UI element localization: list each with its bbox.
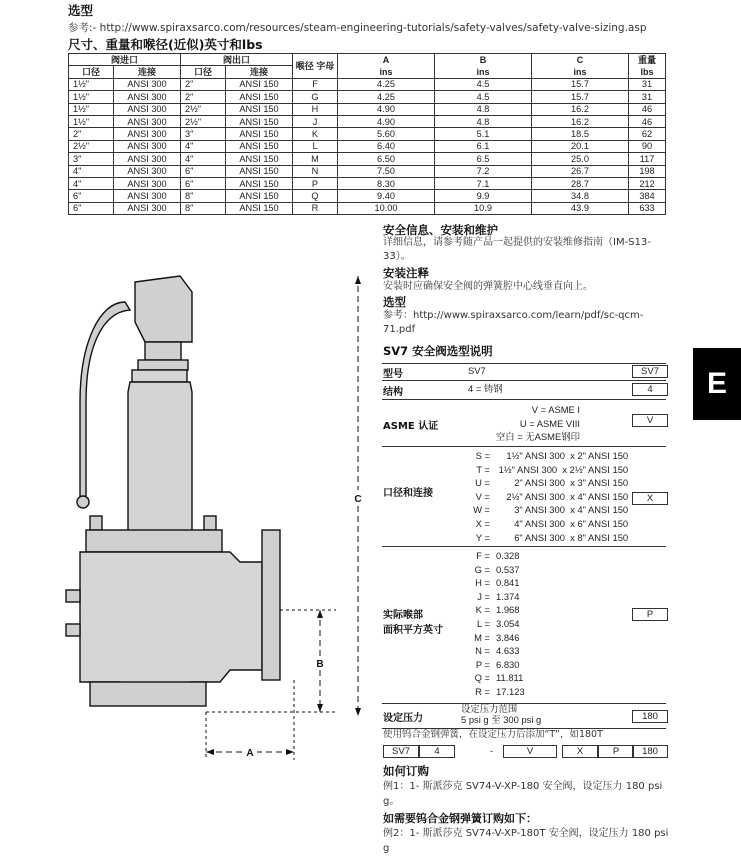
- size-outlet-standard: ANSI 150: [588, 517, 629, 529]
- col-weight-unit: lbs: [629, 66, 666, 78]
- table-cell: 15.7: [532, 78, 629, 90]
- table-cell: 4.8: [435, 103, 532, 115]
- selection-text[interactable]: 参考：http://www.spiraxsarco.com/learn/pdf/sc-qcm-71.pdf: [383, 310, 644, 335]
- table-row: [69, 91, 666, 103]
- table-cell: 6.1: [435, 140, 532, 152]
- table-cell: 20.1: [532, 140, 629, 152]
- size-option: 1½" ANSI 300 x 2½": [498, 463, 586, 475]
- size-option: 2" ANSI 300 x 3": [514, 477, 586, 489]
- example-code-construction: 4: [419, 745, 455, 758]
- asme-option: U = ASME VIII: [519, 417, 580, 429]
- table-cell: R: [293, 202, 338, 214]
- table-cell: 5.60: [338, 128, 435, 140]
- area-letter: G =: [474, 563, 490, 575]
- table-cell: ANSI 300: [114, 190, 181, 202]
- table-cell: 1½": [69, 78, 114, 90]
- table-cell: L: [293, 140, 338, 152]
- ordering-title: 如何订购: [383, 764, 429, 778]
- table-cell: 43.9: [532, 202, 629, 214]
- table-cell: 4": [69, 165, 114, 177]
- area-letter: J =: [477, 590, 490, 602]
- table-cell: 4": [69, 177, 114, 189]
- table-cell: 3": [181, 128, 226, 140]
- example-code-type: SV7: [383, 745, 419, 758]
- table-cell: 26.7: [532, 165, 629, 177]
- area-value: 17.123: [496, 685, 525, 697]
- area-letter: Q =: [474, 672, 490, 684]
- col-b: B: [435, 54, 532, 66]
- table-cell: ANSI 300: [114, 202, 181, 214]
- table-cell: 31: [629, 78, 666, 90]
- table-cell: 18.5: [532, 128, 629, 140]
- table-cell: ANSI 300: [114, 140, 181, 152]
- construction-code-box: 4: [632, 383, 668, 396]
- table-cell: 5.1: [435, 128, 532, 140]
- table-cell: 46: [629, 103, 666, 115]
- pressure-range-1: 设定压力范围: [461, 703, 518, 714]
- table-cell: K: [293, 128, 338, 140]
- safety-text: 详细信息，请参考随产品一起提供的安装维修指南（IM-S13-33）。: [383, 237, 651, 262]
- table-cell: 34.8: [532, 190, 629, 202]
- reference-link[interactable]: 参考:- http://www.spiraxsarco.com/resources/steam-engineering-tutorials/safety-valves/safety-valve-sizing.asp: [68, 22, 647, 34]
- size-code-box: X: [632, 492, 668, 505]
- size-outlet-std: [588, 449, 628, 544]
- table-cell: ANSI 150: [226, 91, 293, 103]
- area-value: 6.830: [496, 658, 520, 670]
- asme-label: ASME 认证: [383, 421, 439, 432]
- col-a-unit: ins: [338, 66, 435, 78]
- table-cell: 4.25: [338, 91, 435, 103]
- table-cell: 16.2: [532, 115, 629, 127]
- area-letter: L =: [477, 617, 490, 629]
- ordering-example-1: 例1：1- 斯派莎克 SV74-V-XP-180 安全阀，设定压力 180 psi g。: [383, 781, 663, 807]
- table-cell: 6.50: [338, 153, 435, 165]
- size-options: [492, 449, 586, 544]
- type-value: SV7: [468, 365, 486, 376]
- area-value: 4.633: [496, 645, 520, 657]
- selection-title: 选型: [383, 295, 406, 309]
- area-value: 1.374: [496, 590, 520, 602]
- col-outlet-size: 口径: [181, 66, 226, 78]
- table-cell: 212: [629, 177, 666, 189]
- size-letter: X =: [475, 517, 490, 529]
- table-cell: 46: [629, 115, 666, 127]
- table-cell: 4.25: [338, 78, 435, 90]
- area-value: 1.968: [496, 604, 520, 616]
- table-cell: ANSI 300: [114, 103, 181, 115]
- table-cell: 6": [69, 202, 114, 214]
- size-outlet-standard: ANSI 150: [588, 477, 629, 489]
- table-cell: ANSI 300: [114, 91, 181, 103]
- dimensions-table: [68, 53, 666, 215]
- size-outlet-standard: ANSI 150: [588, 490, 629, 502]
- table-cell: ANSI 150: [226, 103, 293, 115]
- col-c: C: [532, 54, 629, 66]
- col-c-unit: ins: [532, 66, 629, 78]
- table-cell: 8": [181, 190, 226, 202]
- dim-label-b: B: [316, 659, 324, 670]
- group-inlet: 阀进口: [69, 54, 181, 66]
- table-cell: ANSI 300: [114, 165, 181, 177]
- area-value: 11.811: [496, 672, 524, 684]
- table-cell: ANSI 150: [226, 78, 293, 90]
- area-letter: P =: [475, 658, 490, 670]
- table-cell: ANSI 300: [114, 153, 181, 165]
- table-cell: 4.8: [435, 115, 532, 127]
- table-cell: 1½": [69, 103, 114, 115]
- table-cell: 6.40: [338, 140, 435, 152]
- table-cell: 198: [629, 165, 666, 177]
- table-cell: 10.00: [338, 202, 435, 214]
- col-a: A: [338, 54, 435, 66]
- table-cell: M: [293, 153, 338, 165]
- example-code-size: X: [562, 745, 598, 758]
- area-value: 0.841: [496, 577, 520, 589]
- size-outlet-standard: ANSI 150: [588, 450, 629, 461]
- table-cell: 9.40: [338, 190, 435, 202]
- table-cell: 6": [181, 165, 226, 177]
- table-row: [69, 202, 666, 214]
- dim-label-c: C: [354, 494, 362, 505]
- table-title: 尺寸、重量和喉径(近似)英寸和lbs: [68, 37, 263, 52]
- ordering-title-2: 如需要钨合金钢弹簧订购如下：: [383, 812, 537, 825]
- area-value: 0.328: [496, 550, 520, 561]
- table-cell: 31: [629, 91, 666, 103]
- table-cell: 2½": [69, 140, 114, 152]
- table-cell: ANSI 150: [226, 165, 293, 177]
- table-cell: ANSI 300: [114, 128, 181, 140]
- table-cell: ANSI 150: [226, 153, 293, 165]
- size-letter: T =: [476, 463, 490, 475]
- example-code-pressure: 180: [632, 745, 668, 758]
- group-outlet: 阀出口: [181, 54, 293, 66]
- table-cell: ANSI 150: [226, 115, 293, 127]
- area-letter: H =: [475, 577, 490, 589]
- table-row: [69, 78, 666, 90]
- table-cell: 90: [629, 140, 666, 152]
- asme-option: V = ASME I: [531, 404, 580, 415]
- construction-value: 4 = 铸钢: [468, 383, 503, 394]
- table-cell: 117: [629, 153, 666, 165]
- asme-option: 空白 = 无ASME钢印: [495, 431, 580, 443]
- size-letter: U =: [475, 477, 490, 489]
- table-row: [69, 140, 666, 152]
- table-cell: 4.90: [338, 115, 435, 127]
- area-letter: R =: [475, 685, 490, 697]
- table-row: [69, 103, 666, 115]
- area-label-1: 实际喉部: [383, 610, 423, 621]
- area-letter: K =: [475, 604, 490, 616]
- size-label: 口径和连接: [383, 488, 433, 499]
- table-cell: 4": [181, 140, 226, 152]
- size-option: 6" ANSI 300 x 8": [514, 531, 586, 543]
- size-letters: [466, 449, 490, 544]
- size-option: 1½" ANSI 300 x 2": [506, 450, 586, 461]
- install-title: 安装注释: [383, 266, 429, 280]
- table-cell: N: [293, 165, 338, 177]
- safety-title: 安全信息、安装和维护: [383, 223, 498, 237]
- area-value: 0.537: [496, 563, 520, 575]
- example-code-asme: V: [503, 745, 557, 758]
- table-cell: 1½": [69, 115, 114, 127]
- table-cell: 2": [181, 91, 226, 103]
- table-cell: H: [293, 103, 338, 115]
- size-outlet-standard: ANSI 150: [588, 463, 629, 475]
- tungsten-note: 使用钨合金钢弹簧，在设定压力后添加“T”，如180T: [383, 729, 603, 740]
- table-cell: ANSI 150: [226, 128, 293, 140]
- table-cell: P: [293, 177, 338, 189]
- table-cell: 8.30: [338, 177, 435, 189]
- area-code-box: P: [632, 608, 668, 621]
- col-orifice: 喉径 字母: [293, 54, 338, 79]
- size-outlet-standard: ANSI 150: [588, 504, 629, 516]
- size-letter: Y =: [475, 531, 490, 543]
- table-cell: 15.7: [532, 91, 629, 103]
- table-cell: G: [293, 91, 338, 103]
- table-cell: 2½": [181, 115, 226, 127]
- table-cell: 6": [181, 177, 226, 189]
- area-value: 3.846: [496, 631, 520, 643]
- area-letter: M =: [474, 631, 490, 643]
- table-cell: F: [293, 78, 338, 90]
- table-cell: 9.9: [435, 190, 532, 202]
- pressure-label: 设定压力: [383, 713, 423, 724]
- table-cell: Q: [293, 190, 338, 202]
- table-cell: 6.5: [435, 153, 532, 165]
- table-cell: 28.7: [532, 177, 629, 189]
- table-cell: ANSI 300: [114, 177, 181, 189]
- table-row: [69, 115, 666, 127]
- table-row: [69, 153, 666, 165]
- area-values: [496, 549, 525, 699]
- table-row: [69, 190, 666, 202]
- size-letter: W =: [473, 504, 490, 516]
- size-option: 2½" ANSI 300 x 4": [506, 490, 586, 502]
- table-cell: ANSI 150: [226, 140, 293, 152]
- example-code-dash: -: [490, 745, 494, 756]
- asme-code-box: V: [632, 414, 668, 427]
- table-cell: ANSI 150: [226, 202, 293, 214]
- table-cell: 62: [629, 128, 666, 140]
- pressure-code-box: 180: [632, 710, 668, 723]
- area-letters: [466, 549, 490, 699]
- table-cell: J: [293, 115, 338, 127]
- table-cell: 4.5: [435, 78, 532, 90]
- table-cell: ANSI 150: [226, 177, 293, 189]
- col-weight: 重量: [629, 54, 666, 66]
- table-cell: 1½": [69, 91, 114, 103]
- table-cell: 2": [181, 78, 226, 90]
- table-cell: 4": [181, 153, 226, 165]
- area-letter: F =: [476, 550, 490, 561]
- install-text: 安装时应确保安全阀的弹簧腔中心线垂直向上。: [383, 281, 593, 292]
- table-row: [69, 128, 666, 140]
- area-label-2: 面积平方英寸: [383, 625, 443, 636]
- section-tab-e: E: [693, 348, 741, 420]
- table-row: [69, 165, 666, 177]
- table-cell: ANSI 300: [114, 78, 181, 90]
- section-title-selection: 选型: [68, 3, 94, 18]
- col-outlet-conn: 连接: [226, 66, 293, 78]
- table-cell: 4.90: [338, 103, 435, 115]
- size-letter: V =: [475, 490, 490, 502]
- table-cell: ANSI 150: [226, 190, 293, 202]
- model-guide-title: SV7 安全阀选型说明: [383, 344, 493, 358]
- ordering-example-2: 例2：1- 斯派莎克 SV74-V-XP-180T 安全阀，设定压力 180 psi g: [383, 828, 669, 854]
- table-cell: 7.50: [338, 165, 435, 177]
- col-inlet-conn: 连接: [114, 66, 181, 78]
- type-code-box: SV7: [632, 365, 668, 378]
- table-cell: 3": [69, 153, 114, 165]
- table-cell: 2½": [181, 103, 226, 115]
- type-label: 型号: [383, 369, 403, 380]
- size-option: 3" ANSI 300 x 4": [514, 504, 586, 516]
- pressure-range-2: 5 psi g 至 300 psi g: [461, 714, 542, 725]
- construction-label: 结构: [383, 387, 403, 398]
- table-cell: 7.1: [435, 177, 532, 189]
- size-letter: S =: [475, 450, 490, 461]
- dim-label-a: A: [246, 748, 254, 759]
- table-cell: 2": [69, 128, 114, 140]
- col-inlet-size: 口径: [69, 66, 114, 78]
- valve-diagram: [40, 262, 370, 762]
- table-cell: ANSI 300: [114, 115, 181, 127]
- table-cell: 384: [629, 190, 666, 202]
- table-cell: 16.2: [532, 103, 629, 115]
- col-b-unit: ins: [435, 66, 532, 78]
- area-value: 3.054: [496, 617, 520, 629]
- table-cell: 8": [181, 202, 226, 214]
- table-cell: 6": [69, 190, 114, 202]
- table-cell: 7.2: [435, 165, 532, 177]
- table-cell: 10.9: [435, 202, 532, 214]
- example-code-area: P: [598, 745, 634, 758]
- table-cell: 4.5: [435, 91, 532, 103]
- table-row: [69, 177, 666, 189]
- table-cell: 25.0: [532, 153, 629, 165]
- size-option: 4" ANSI 300 x 6": [514, 517, 586, 529]
- asme-options: [440, 403, 580, 444]
- table-cell: 633: [629, 202, 666, 214]
- area-letter: N =: [475, 645, 490, 657]
- size-outlet-standard: ANSI 150: [588, 531, 629, 543]
